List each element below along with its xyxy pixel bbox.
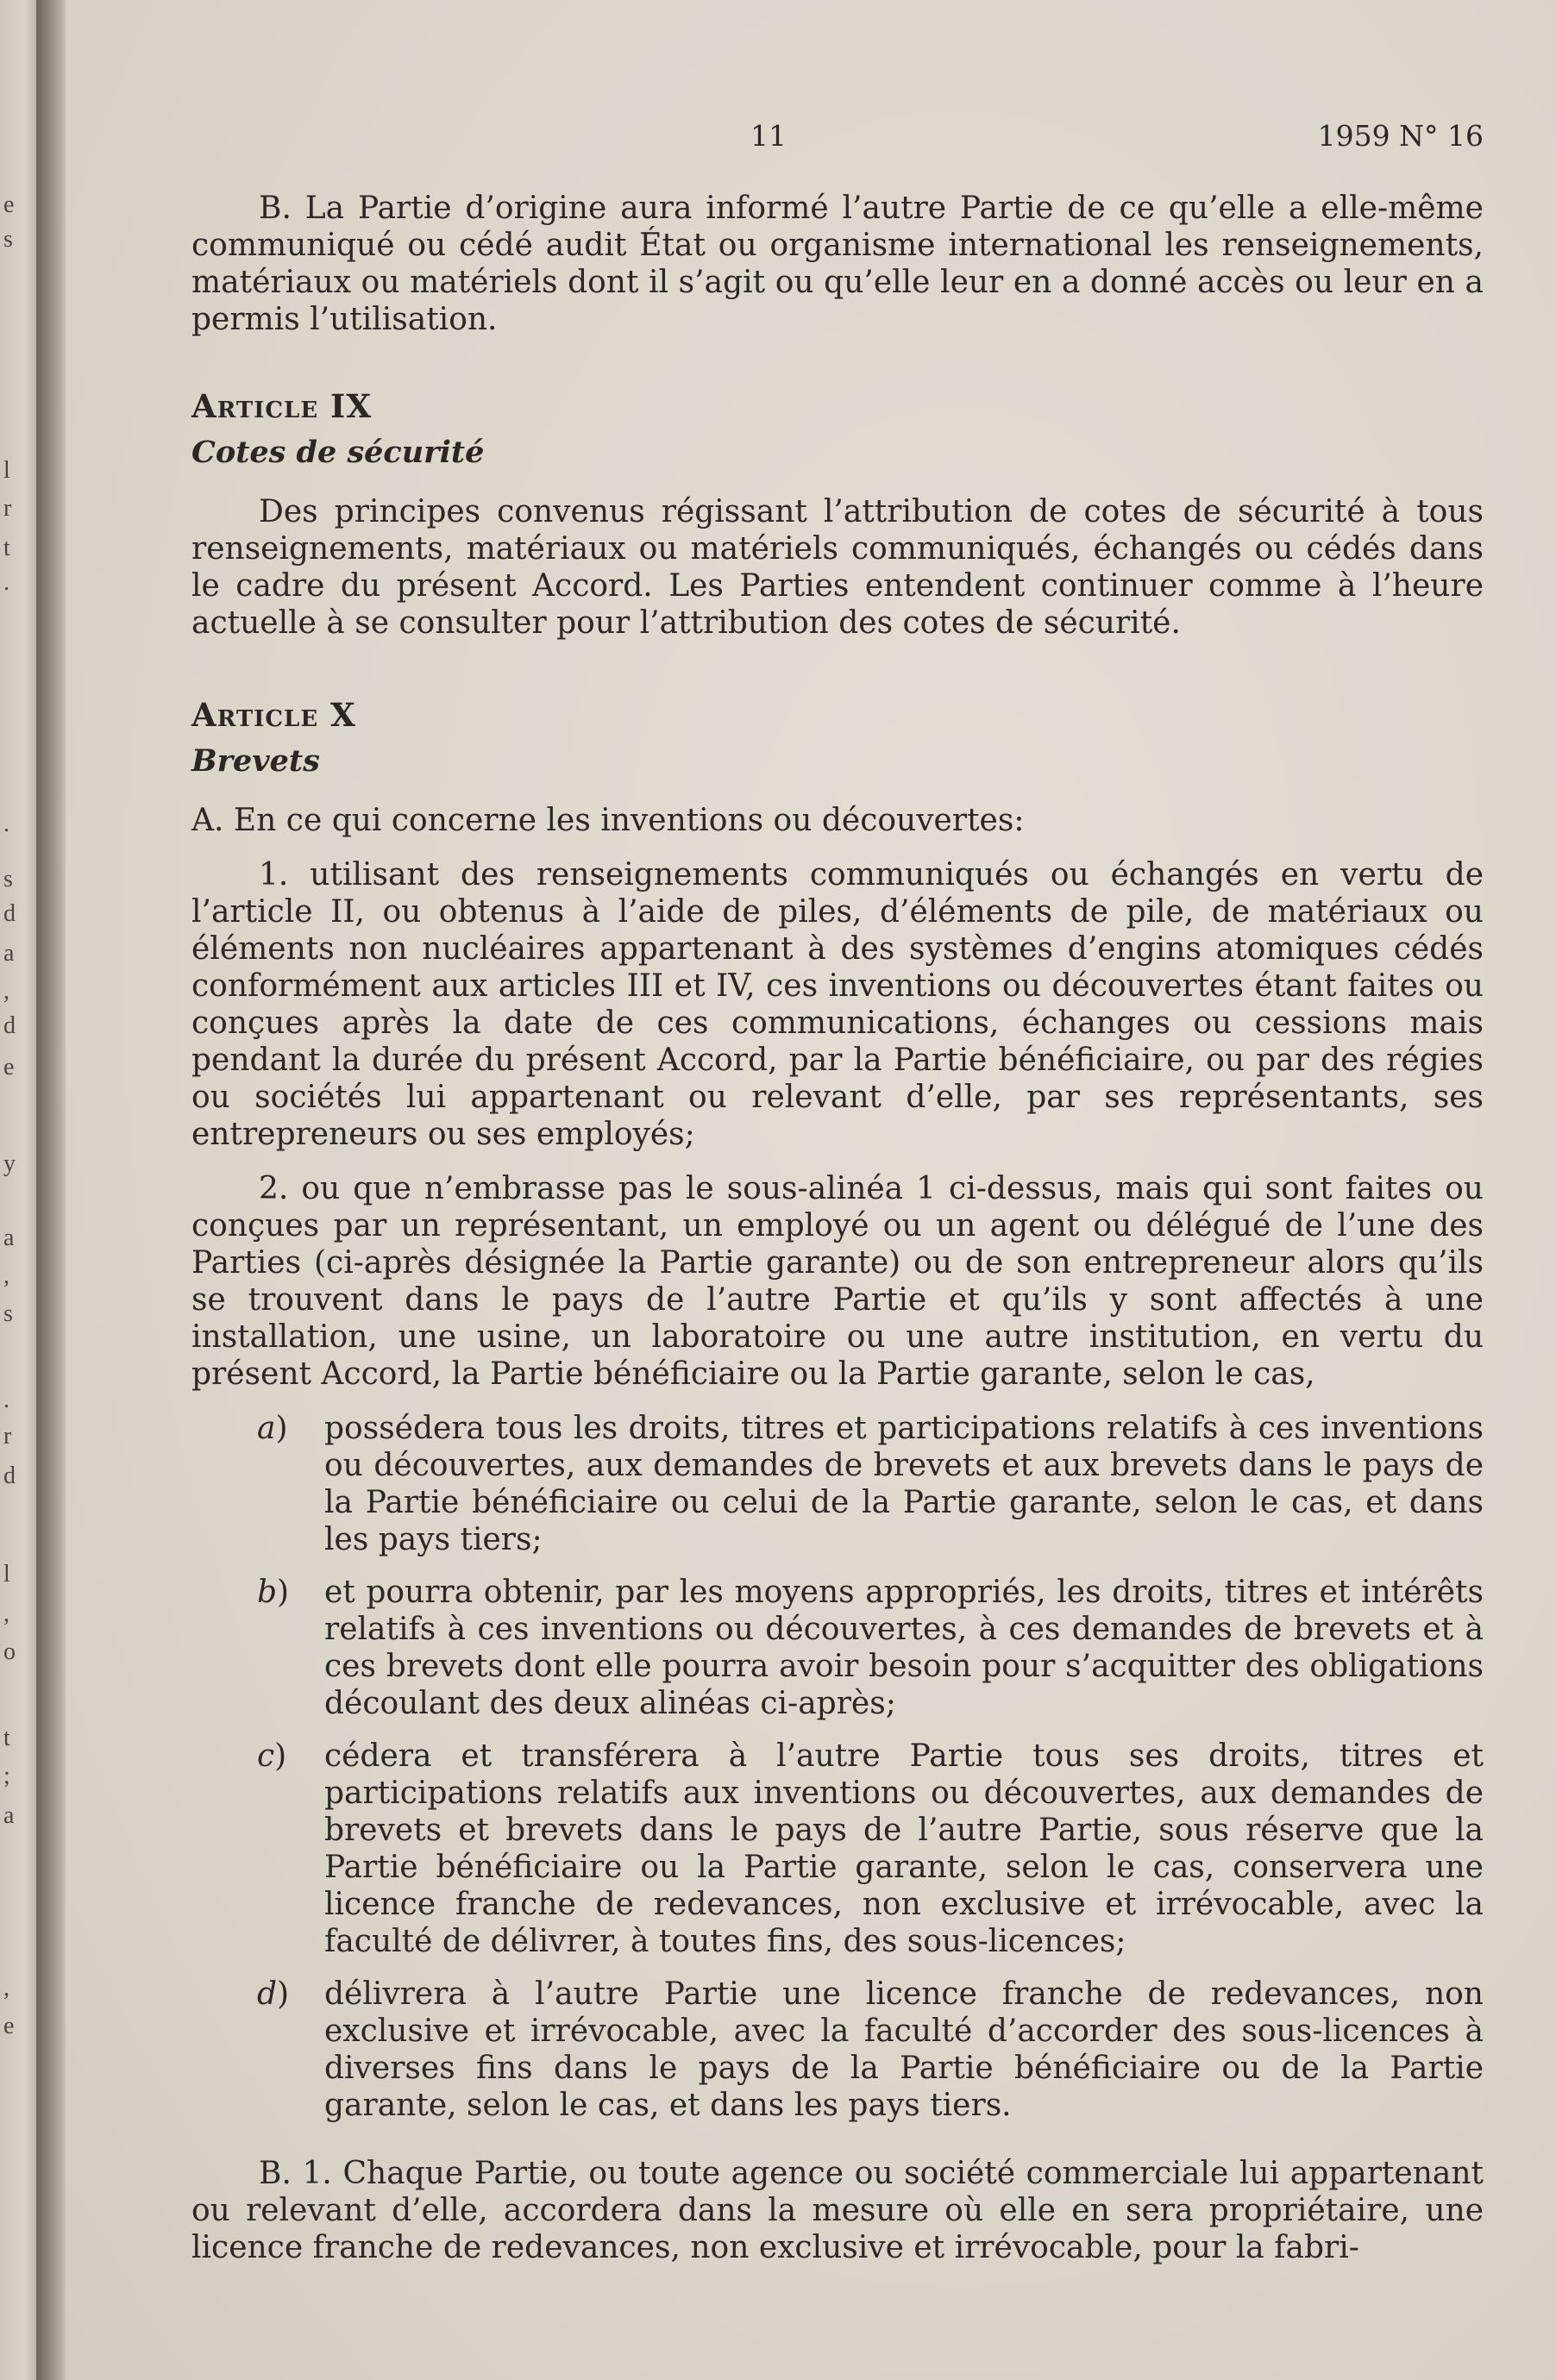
margin-fragment: e (3, 191, 15, 218)
margin-fragment: s (3, 226, 13, 253)
margin-fragment: . (3, 1387, 9, 1413)
margin-fragment: r (3, 1423, 12, 1450)
article-x-intro: A. En ce qui concerne les inventions ou découvertes: (191, 803, 1025, 838)
margin-fragment: d (3, 900, 16, 927)
margin-fragment: , (3, 1600, 9, 1627)
margin-fragment: t (3, 535, 10, 561)
margin-fragment: a (3, 1224, 15, 1251)
article-x-title: Article X (191, 696, 356, 734)
item-letter: c (257, 1738, 275, 1774)
margin-fragment: l (3, 457, 10, 484)
page-header (66, 119, 1556, 162)
margin-fragment: e (3, 1054, 15, 1080)
margin-fragment: y (3, 1150, 16, 1177)
list-item: d) délivrera à l’autre Partie une licence franche de redevances, non exclusive et irrévocable, avec la faculté d’accorder des sous-licences à diverses fins dans le pays de la Partie bénéficiaire ou de la Partie garante, selon le cas, et dans les pays tiers. (257, 1976, 1484, 2123)
margin-fragment: , (3, 978, 9, 1005)
item-letter: b (257, 1575, 278, 1610)
margin-fragment: a (3, 940, 15, 967)
item-text: possédera tous les droits, titres et participations relatifs à ces inventions ou découvertes, aux demandes de brevets et aux brevets dans le pays de la Partie bénéficiaire ou celui de la Partie garante, selon le cas, et dans les pays tiers; (324, 1411, 1484, 1557)
item-text: délivrera à l’autre Partie une licence franche de redevances, non exclusive et irrévocable, avec la faculté d’accorder des sous-licences à diverses fins dans le pays de la Partie bénéficiaire ou de la Partie garante, selon le cas, et dans les pays tiers. (324, 1976, 1484, 2123)
year-and-number: 1959 N° 16 (1317, 119, 1484, 153)
margin-fragment: t (3, 1725, 10, 1751)
article-x-point-2: 2. ou que n’embrasse pas le sous-alinéa 1 ci-dessus, mais qui sont faites ou conçues par un représentant, un employé ou un agent ou délégué de l’une des Parties (ci-après désignée la Partie garante) ou de son entrepreneur alors qu’ils se trouvent dans le pays de l’autre Partie et qu’ils y sont affectés à une installation, une usine, un laboratoire ou une autre institution, en vertu du présent Accord, la Partie bénéficiaire ou la Partie garante, selon le cas, (191, 1171, 1484, 1392)
article-ix-title: Article IX (191, 387, 373, 425)
margin-fragment: d (3, 1462, 16, 1489)
margin-fragment: o (3, 1638, 16, 1665)
margin-fragment: . (3, 811, 9, 837)
margin-fragment: e (3, 2013, 15, 2039)
margin-fragment: . (3, 569, 9, 596)
list-item: c) cédera et transférera à l’autre Partie tous ses droits, titres et participations relatifs aux inventions ou découvertes, aux demandes de brevets et brevets dans le pays de l’autre Partie, sous réserve que la Partie bénéficiaire ou la Partie garante, selon le cas, conservera une licence franche de redevances, non exclusive et irrévocable, avec la faculté de délivrer, à toutes fins, des sous-licences; (257, 1738, 1484, 1959)
page-number: 11 (750, 119, 787, 153)
list-item: b) et pourra obtenir, par les moyens appropriés, les droits, titres et intérêts relatifs à ces inventions ou découvertes, à ces demandes de brevets et à ces brevets dont elle pourra avoir besoin pour s’acquitter des obligations découlant des deux alinéas ci-après; (257, 1575, 1484, 1721)
item-text: cédera et transférera à l’autre Partie tous ses droits, titres et participations relatifs aux inventions ou découvertes, aux demandes de brevets et brevets dans le pays de l’autre Partie, sous réserve que la Partie bénéficiaire ou la Partie garante, selon le cas, conservera une licence franche de redevances, non exclusive et irrévocable, avec la faculté de délivrer, à toutes fins, des sous-licences; (324, 1738, 1484, 1959)
list-item: a) possédera tous les droits, titres et participations relatifs à ces inventions ou découvertes, aux demandes de brevets et aux brevets dans le pays de la Partie bénéficiaire ou celui de la Partie garante, selon le cas, et dans les pays tiers; (257, 1411, 1484, 1557)
item-text: et pourra obtenir, par les moyens appropriés, les droits, titres et intérêts relatifs à ces inventions ou découvertes, à ces demandes de brevets et à ces brevets dont elle pourra avoir besoin pour s’acquitter des obligations découlant des deux alinéas ci-après; (324, 1575, 1484, 1721)
book-gutter (36, 0, 66, 2380)
sub-items-list (191, 1410, 1484, 2124)
article-x-subtitle: Brevets (191, 743, 320, 779)
article-ix-subtitle: Cotes de sécurité (191, 435, 485, 470)
margin-fragment: ; (3, 1763, 10, 1789)
body-text (191, 190, 1484, 2283)
paragraph-b-continuation: B. La Partie d’origine aura informé l’autre Partie de ce qu’elle a elle-même communiqué ou cédé audit État ou organisme international les renseignements, matériaux ou matériels dont il s’agit ou qu’elle leur en a donné accès ou leur en a permis l’utilisation. (191, 191, 1484, 337)
item-letter: d (257, 1976, 278, 2012)
margin-fragment: a (3, 1802, 15, 1829)
margin-fragment: l (3, 1561, 10, 1588)
margin-fragment: d (3, 1012, 16, 1039)
margin-fragment: , (3, 1975, 9, 2001)
article-x-point-1: 1. utilisant des renseignements communiqués ou échangés en vertu de l’article II, ou obtenus à l’aide de piles, d’éléments de pile, de matériaux ou éléments non nucléaires appartenant à des systèmes d’engins atomiques cédés conformément aux articles III et IV, ces inventions ou découvertes étant faites ou conçues après la date de ces communications, échanges ou cessions mais pendant la durée du présent Accord, par la Partie bénéficiaire, ou par des régies ou sociétés lui appartenant ou relevant d’elle, par ses représentants, ses entrepreneurs ou ses employés; (191, 857, 1484, 1152)
paragraph-b1: B. 1. Chaque Partie, ou toute agence ou société commerciale lui appartenant ou relevant d’elle, accordera dans la mesure où elle en sera propriétaire, une licence franche de redevances, non exclusive et irrévocable, pour la fabri- (191, 2156, 1484, 2265)
document-page (66, 0, 1556, 2380)
article-ix-text: Des principes convenus régissant l’attribution de cotes de sécurité à tous renseignements, matériaux ou matériels communiqués, échangés ou cédés dans le cadre du présent Accord. Les Parties entendent continuer comme à l’heure actuelle à se consulter pour l’attribution des cotes de sécurité. (191, 494, 1484, 641)
margin-fragment: s (3, 866, 13, 892)
item-letter: a (257, 1411, 276, 1446)
margin-fragment: s (3, 1300, 13, 1327)
margin-fragment: , (3, 1262, 9, 1289)
adjacent-page-edge (0, 0, 36, 2380)
margin-fragment: r (3, 495, 12, 522)
